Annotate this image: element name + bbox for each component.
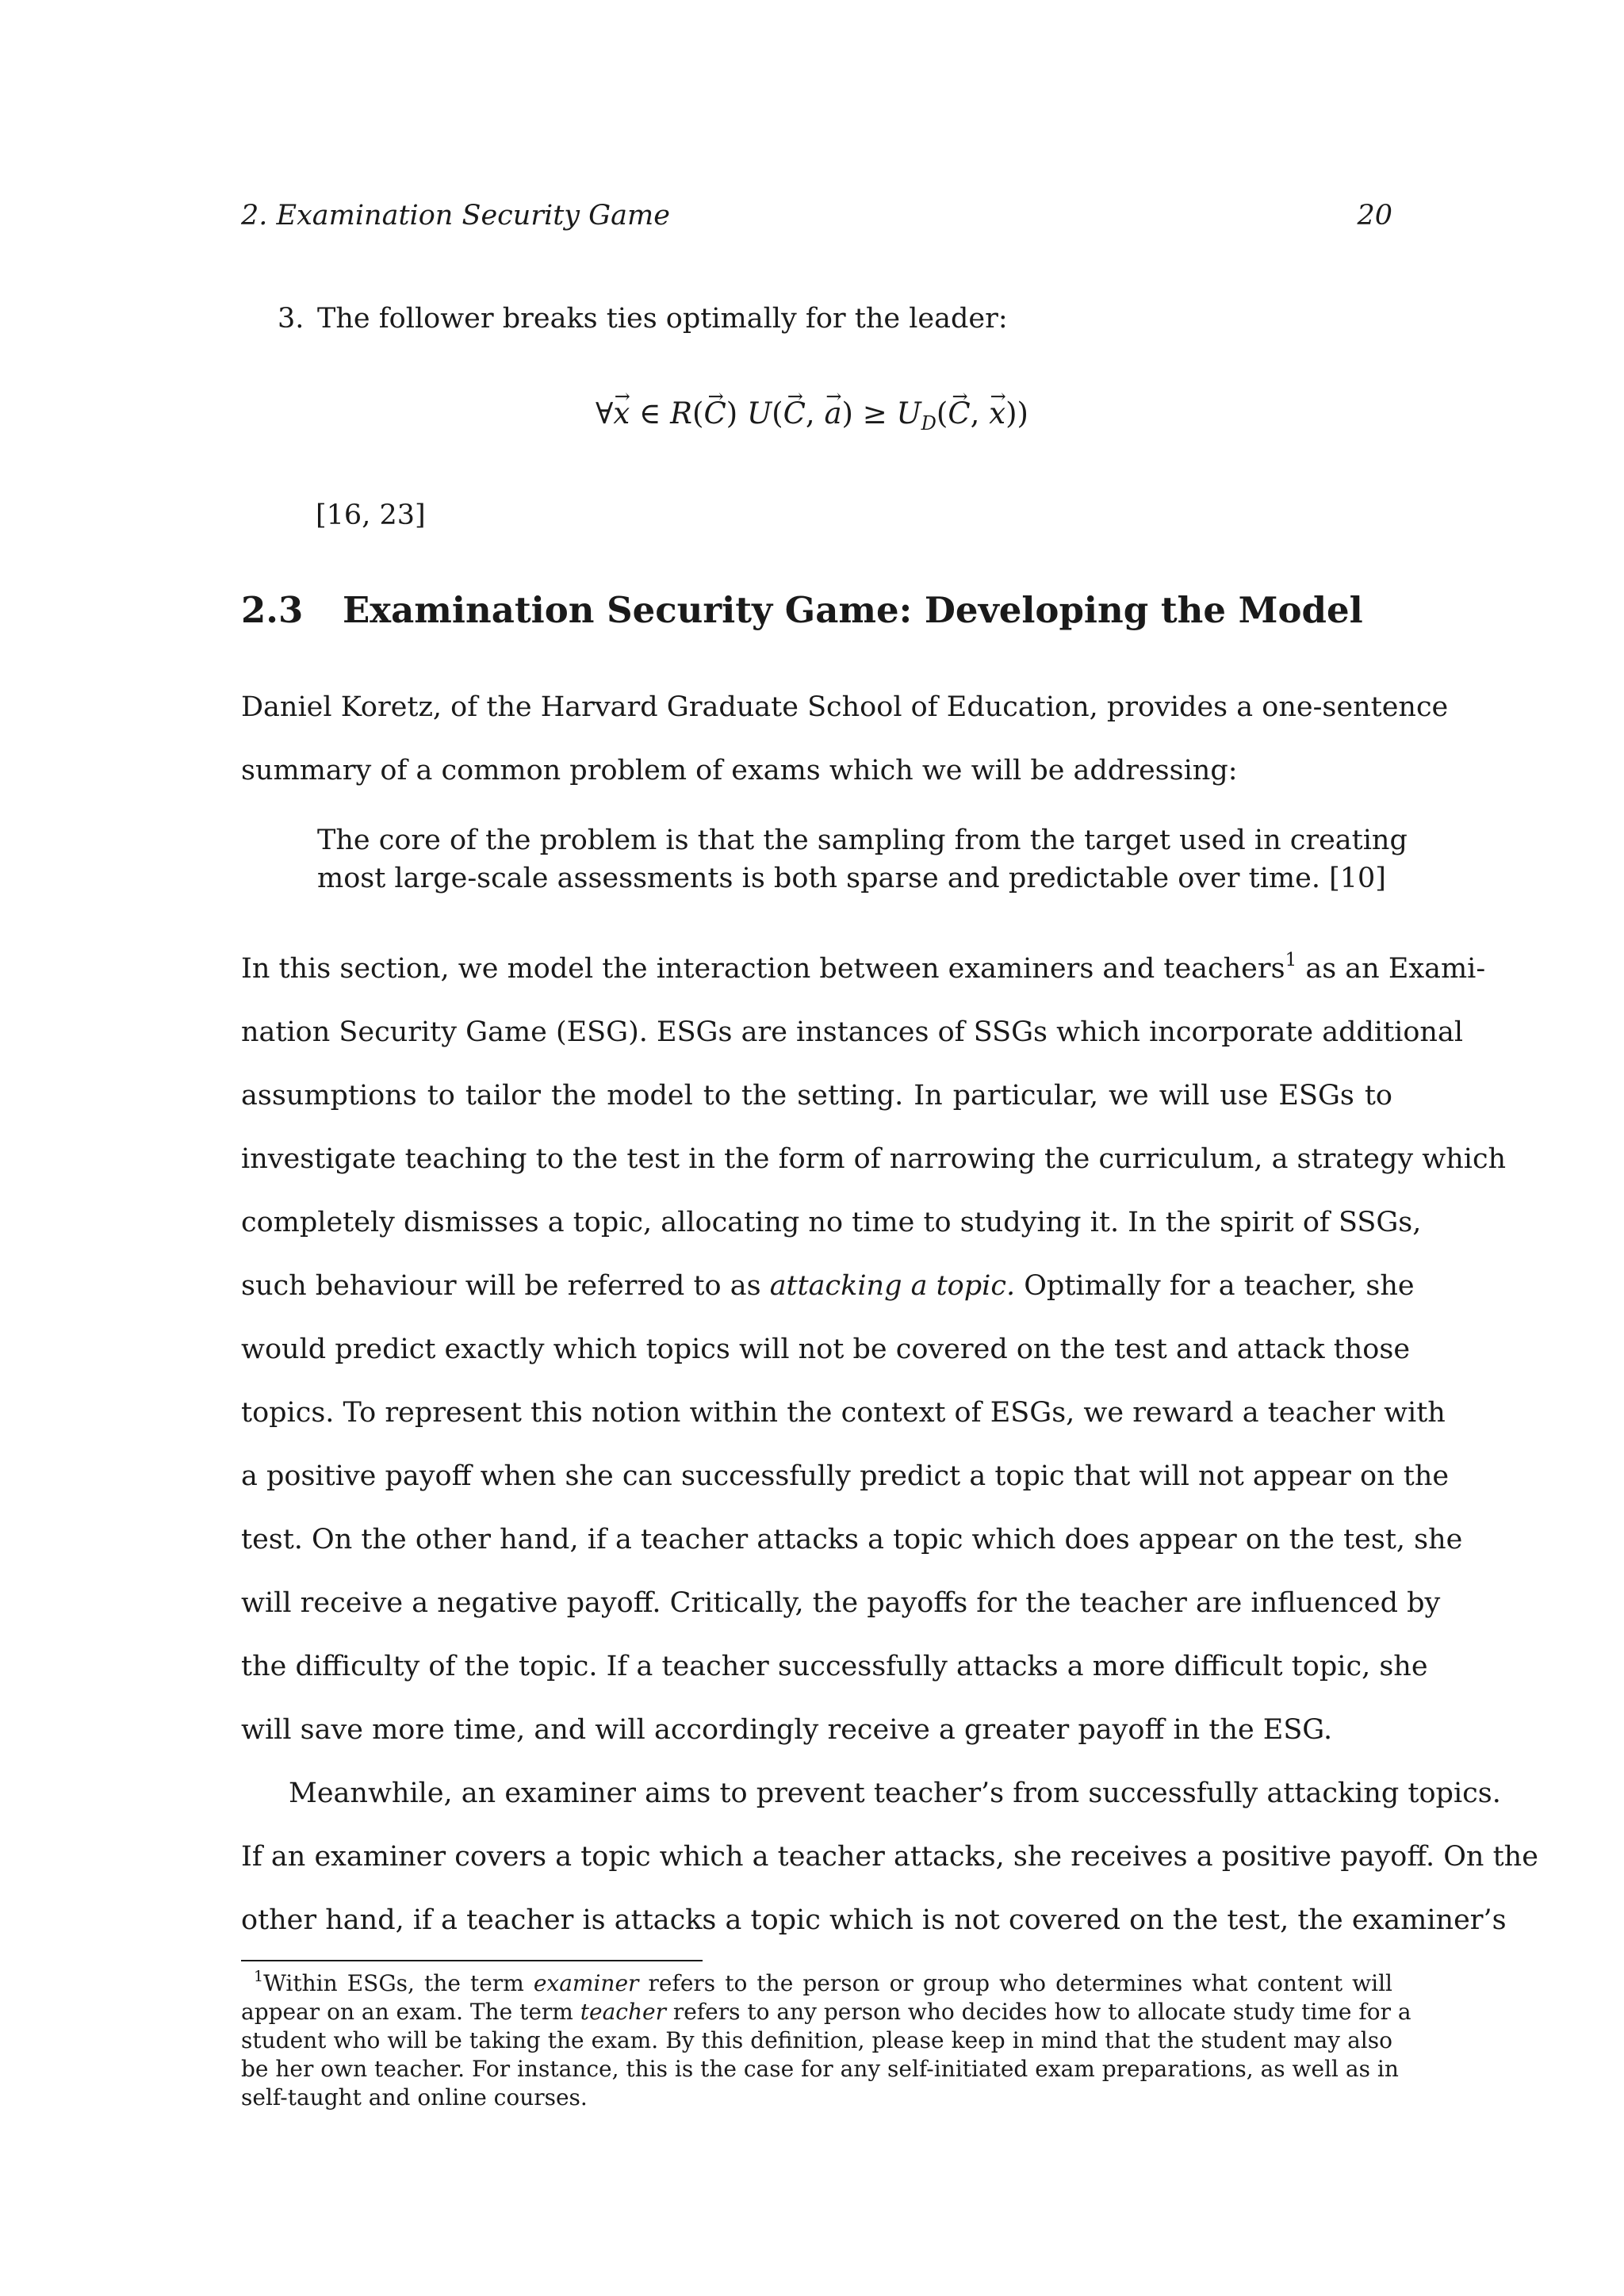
forall-symbol: ∀ — [596, 396, 614, 430]
paragraph-line: topics. To represent this notion within the context of ESGs, we reward a teacher with — [241, 1397, 1446, 1429]
paragraph-line: a positive payoff when she can successfully predict a topic that will not appear on the — [241, 1460, 1450, 1492]
footnote-divider — [241, 1960, 703, 1961]
vector-a: → a — [824, 393, 841, 434]
running-head-title: 2. Examination Security Game — [241, 200, 670, 232]
citation: [16, 23] — [316, 499, 426, 531]
paragraph-line: would predict exactly which topics will not be covered on the test and attack those — [241, 1334, 1411, 1365]
paragraph-line: such behaviour will be referred to as attacking a topic. Optimally for a teacher, she — [241, 1270, 1415, 1302]
response-set-R: R — [670, 396, 693, 430]
section-number: 2.3 — [241, 589, 304, 631]
footnote-line: student who will be taking the exam. By this definition, please keep in mind that the student may also — [241, 2027, 1392, 2053]
page-number: 20 — [1357, 200, 1392, 232]
intro-line: summary of a common problem of exams which we will be addressing: — [241, 755, 1238, 786]
footnote-line: appear on an exam. The term teacher refers to any person who decides how to allocate study time for a — [241, 1999, 1411, 2025]
paragraph-line: investigate teaching to the test in the form of narrowing the curriculum, a strategy which — [241, 1143, 1507, 1175]
paragraph-line: If an examiner covers a topic which a teacher attacks, she receives a positive payoff. On the — [241, 1841, 1538, 1873]
paragraph-line: Meanwhile, an examiner aims to prevent teacher’s from successfully attacking topics. — [289, 1777, 1501, 1809]
utility-U: U — [746, 396, 772, 430]
footnote-line: $^1$Within ESGs, the term examiner refers to the person or group who determines what content will — [254, 1968, 1392, 1996]
list-item-number: 3. — [278, 303, 304, 335]
section-title: Examination Security Game: Developing the Model — [343, 589, 1363, 631]
block-quote-line: most large-scale assessments is both sparse and predictable over time. [10] — [317, 863, 1386, 894]
element-of-symbol: ∈ — [630, 396, 671, 430]
emphasis: attacking a topic. — [769, 1270, 1016, 1302]
utility-U-D: U — [896, 396, 921, 430]
subscript-D: D — [921, 412, 936, 434]
geq-symbol: ≥ — [852, 396, 897, 430]
paragraph-line: In this section, we model the interaction between examiners and teachers$^1$ as an Exami- — [241, 950, 1486, 985]
list-item-3 — [278, 300, 1008, 338]
block-quote-line: The core of the problem is that the sampling from the target used in creating — [317, 825, 1408, 856]
section-heading — [241, 585, 1363, 636]
vector-C: → C — [703, 393, 726, 434]
vector-x: → x — [613, 393, 630, 434]
vector-C: → C — [948, 393, 970, 434]
paragraph-line: the difficulty of the topic. If a teacher successfully attacks a more difficult topic, she — [241, 1651, 1428, 1682]
list-item-text: The follower breaks ties optimally for the leader: — [317, 303, 1008, 335]
paragraph-line: nation Security Game (ESG). ESGs are instances of SSGs which incorporate additional — [241, 1016, 1464, 1048]
intro-line: Daniel Koretz, of the Harvard Graduate School of Education, provides a one-sentence — [241, 691, 1449, 723]
vector-C: → C — [783, 393, 806, 434]
footnote-mark: 1 — [254, 1968, 264, 1985]
paragraph-line: will save more time, and will accordingly receive a greater payoff in the ESG. — [241, 1714, 1333, 1746]
footnote-line: self-taught and online courses. — [241, 2084, 588, 2110]
paragraph-line: assumptions to tailor the model to the setting. In particular, we will use ESGs to — [241, 1080, 1392, 1112]
paragraph-line: completely dismisses a topic, allocating no time to studying it. In the spirit of SSGs, — [241, 1207, 1422, 1238]
paragraph-line: other hand, if a teacher is attacks a topic which is not covered on the test, the examiner’s — [241, 1904, 1507, 1936]
display-equation: ∀→ x ∈ R(→ C) U(→ C, → $a) \ge U_D(\to C$, → x)) — [0, 393, 1624, 444]
paragraph-line: test. On the other hand, if a teacher attacks a topic which does appear on the test, she — [241, 1524, 1463, 1556]
paragraph-line: will receive a negative payoff. Critically, the payoffs for the teacher are influenced by — [241, 1587, 1441, 1619]
footnote-line: be her own teacher. For instance, this is the case for any self-initiated exam preparations, as well as in — [241, 2056, 1399, 2082]
footnote-reference[interactable]: 1 — [1285, 950, 1297, 970]
vector-x: → x — [989, 393, 1005, 434]
